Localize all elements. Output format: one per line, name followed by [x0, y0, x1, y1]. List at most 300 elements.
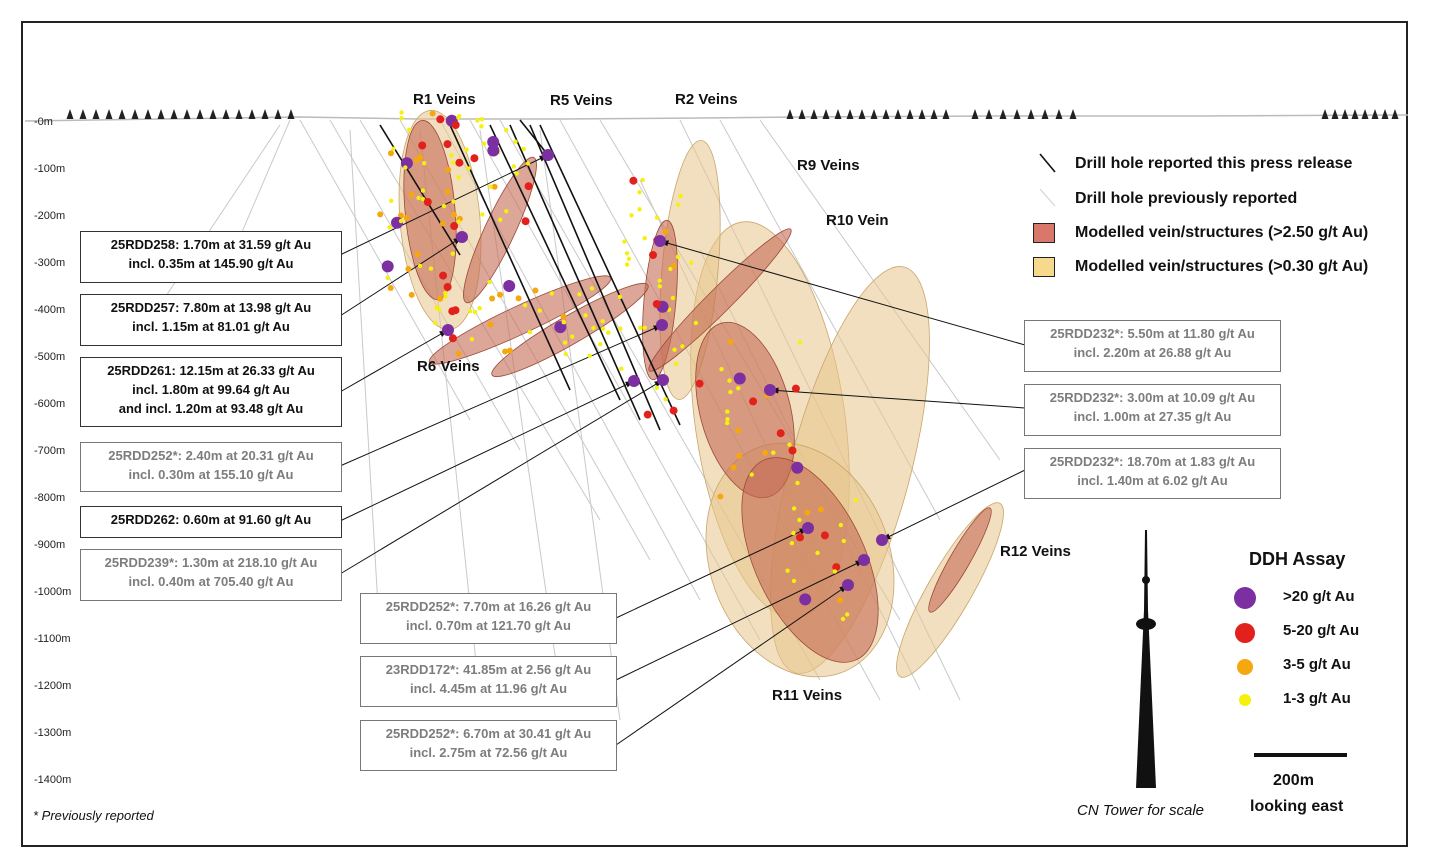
assay-point — [409, 192, 415, 198]
assay-point — [436, 115, 444, 123]
assay-point — [734, 373, 746, 385]
assay-point — [637, 207, 641, 211]
assay-point — [629, 213, 633, 217]
assay-point — [670, 407, 678, 415]
assay-point — [388, 285, 394, 291]
assay-point — [385, 276, 389, 280]
drill-result-callout — [1024, 448, 1281, 499]
assay-point — [482, 142, 486, 146]
assay-point — [671, 296, 675, 300]
assay-point — [728, 339, 734, 345]
tree-icon — [1382, 109, 1389, 119]
assay-point — [717, 494, 723, 500]
callout-line: incl. 1.80m at 99.64 g/t Au — [132, 382, 290, 397]
assay-point — [598, 342, 602, 346]
assay-point — [674, 362, 678, 366]
assay-point — [475, 118, 479, 122]
assay-point — [587, 354, 591, 358]
tree-icon — [158, 109, 165, 119]
tree-icon — [847, 109, 854, 119]
assay-point — [523, 303, 527, 307]
assay-point — [455, 159, 463, 167]
assay-legend-dot-3-5 — [1237, 659, 1253, 675]
tree-icon — [288, 109, 295, 119]
high-grade-intercept — [876, 534, 888, 546]
callout-line: 25RDD232*: 5.50m at 11.80 g/t Au — [1050, 326, 1255, 341]
assay-point — [480, 212, 484, 216]
assay-point — [437, 296, 443, 302]
legend-low-grade-swatch — [1033, 257, 1055, 277]
cn-tower-caption: CN Tower for scale — [1077, 802, 1204, 819]
assay-point — [561, 314, 567, 320]
tree-icon — [859, 109, 866, 119]
assay-point — [468, 309, 472, 313]
assay-point — [678, 194, 682, 198]
assay-point — [577, 292, 581, 296]
assay-point — [450, 222, 458, 230]
assay-point — [456, 116, 460, 120]
assay-point — [749, 397, 757, 405]
drill-result-callout — [360, 656, 617, 707]
assay-point — [417, 154, 423, 160]
assay-point — [439, 272, 447, 280]
tree-icon — [106, 109, 113, 119]
depth-label: -200m — [34, 210, 66, 222]
tree-icon — [1352, 109, 1359, 119]
assay-legend-dot-gt20 — [1234, 587, 1256, 609]
tree-icon — [249, 109, 256, 119]
drill-result-callout — [80, 506, 342, 538]
legend-high-grade-label: Modelled vein/structures (>2.50 g/t Au) — [1075, 224, 1369, 241]
assay-point — [676, 203, 680, 207]
depth-label: -1400m — [34, 774, 72, 786]
assay-point — [837, 597, 843, 603]
assay-point — [421, 188, 425, 192]
assay-legend-label-gt20: >20 g/t Au — [1283, 588, 1355, 605]
depth-label: -600m — [34, 398, 66, 410]
assay-point — [680, 344, 684, 348]
callout-line: incl. 0.35m at 145.90 g/t Au — [128, 256, 294, 271]
assay-point — [457, 220, 461, 224]
assay-point — [649, 251, 657, 259]
assay-point — [399, 219, 403, 223]
high-grade-intercept — [456, 231, 468, 243]
callout-line: 25RDD252*: 6.70m at 30.41 g/t Au — [385, 726, 592, 741]
assay-point — [591, 326, 595, 330]
assay-point — [845, 612, 849, 616]
assay-point — [663, 229, 669, 235]
drill-result-callout — [1024, 384, 1281, 436]
tree-icon — [1322, 109, 1329, 119]
drill-result-callout — [360, 593, 617, 644]
assay-point — [694, 321, 698, 325]
assay-point — [725, 417, 729, 421]
assay-point — [418, 264, 422, 268]
assay-point — [429, 266, 433, 270]
assay-point — [792, 506, 796, 510]
high-grade-intercept — [764, 384, 776, 396]
assay-point — [487, 280, 491, 284]
depth-label: -0m — [34, 116, 53, 128]
assay-point — [525, 182, 533, 190]
footnote: * Previously reported — [33, 808, 154, 823]
assay-point — [452, 306, 460, 314]
assay-point — [676, 255, 680, 259]
assay-point — [638, 326, 642, 330]
tree-icon — [986, 109, 993, 119]
callout-line: 25RDD239*: 1.30m at 218.10 g/t Au — [104, 555, 318, 570]
assay-point — [562, 320, 566, 324]
legend-prev-drill-symbol — [1040, 189, 1055, 206]
callout-line: 25RDD257: 7.80m at 13.98 g/t Au — [110, 300, 312, 315]
depth-label: -400m — [34, 304, 66, 316]
tree-icon — [223, 109, 230, 119]
legend-low-grade-label: Modelled vein/structures (>0.30 g/t Au) — [1075, 258, 1369, 275]
assay-point — [791, 531, 795, 535]
depth-label: -1000m — [34, 586, 72, 598]
assay-point — [489, 296, 495, 302]
assay-point — [528, 330, 532, 334]
assay-point — [622, 239, 626, 243]
assay-point — [791, 462, 803, 474]
callout-line: 25RDD261: 12.15m at 26.33 g/t Au — [107, 363, 315, 378]
tree-icon — [787, 109, 794, 119]
assay-point — [725, 421, 729, 425]
high-grade-intercept — [542, 149, 554, 161]
high-grade-intercept — [656, 319, 668, 331]
assay-point — [643, 236, 647, 240]
assay-point — [719, 367, 723, 371]
tree-icon — [67, 109, 74, 119]
assay-point — [480, 117, 484, 121]
assay-point — [658, 279, 662, 283]
depth-label: -1200m — [34, 680, 72, 692]
assay-point — [399, 116, 403, 120]
depth-label: -300m — [34, 257, 66, 269]
assay-point — [478, 306, 482, 310]
vein-label-r6: R6 Veins — [417, 358, 480, 375]
assay-point — [736, 453, 742, 459]
assay-point — [785, 569, 789, 573]
assay-point — [387, 225, 391, 229]
assay-point — [771, 451, 775, 455]
scale-bar-label: 200m — [1273, 772, 1314, 789]
tree-icon — [1362, 109, 1369, 119]
assay-point — [777, 429, 785, 437]
assay-point — [445, 167, 451, 173]
assay-point — [637, 190, 641, 194]
assay-point — [821, 531, 829, 539]
assay-point — [570, 334, 574, 338]
tree-icon — [811, 109, 818, 119]
assay-legend-title: DDH Assay — [1249, 549, 1346, 569]
tree-icon — [145, 109, 152, 119]
assay-point — [451, 212, 457, 218]
assay-point — [487, 322, 493, 328]
callout-line: 25RDD232*: 18.70m at 1.83 g/t Au — [1049, 454, 1256, 469]
assay-point — [842, 539, 846, 543]
assay-point — [444, 140, 452, 148]
callout-line: incl. 0.30m at 155.10 g/t Au — [128, 467, 294, 482]
callout-line: incl. 1.00m at 27.35 g/t Au — [1073, 409, 1232, 424]
assay-point — [473, 310, 477, 314]
assay-point — [388, 150, 394, 156]
assay-point — [725, 409, 729, 413]
assay-point — [487, 145, 499, 157]
assay-point — [409, 292, 415, 298]
view-direction-label: looking east — [1250, 798, 1344, 815]
tree-icon — [1000, 109, 1007, 119]
assay-point — [464, 147, 468, 151]
assay-point — [512, 164, 516, 168]
high-grade-intercept — [802, 522, 814, 534]
assay-legend-label-5-20: 5-20 g/t Au — [1283, 622, 1360, 639]
callout-line: 23RDD172*: 41.85m at 2.56 g/t Au — [385, 662, 592, 677]
callout-line: and incl. 1.20m at 93.48 g/t Au — [118, 401, 304, 416]
assay-point — [433, 321, 437, 325]
assay-point — [498, 218, 502, 222]
assay-point — [563, 340, 567, 344]
tree-icon — [883, 109, 890, 119]
tree-icon — [1028, 109, 1035, 119]
callout-line: 25RDD232*: 3.00m at 10.09 g/t Au — [1049, 390, 1256, 405]
assay-point — [658, 284, 662, 288]
tree-icon — [919, 109, 926, 119]
assay-point — [839, 523, 843, 527]
assay-legend-dot-1-3 — [1239, 694, 1251, 706]
assay-point — [504, 128, 508, 132]
tree-icon — [871, 109, 878, 119]
assay-legend-dot-5-20 — [1235, 623, 1255, 643]
vein-label-r5: R5 Veins — [550, 92, 613, 109]
tree-icon — [93, 109, 100, 119]
assay-point — [841, 617, 845, 621]
assay-point — [815, 551, 819, 555]
tree-icon — [1372, 109, 1379, 119]
callout-line: 25RDD252*: 2.40m at 20.31 g/t Au — [108, 448, 314, 463]
assay-point — [449, 153, 453, 157]
assay-point — [618, 295, 622, 299]
assay-point — [731, 464, 737, 470]
assay-point — [625, 251, 629, 255]
assay-point — [399, 110, 403, 114]
assay-legend-label-1-3: 1-3 g/t Au — [1283, 690, 1351, 707]
assay-point — [451, 252, 455, 256]
tree-icon — [1056, 109, 1063, 119]
tree-icon — [1042, 109, 1049, 119]
assay-point — [443, 295, 447, 299]
tree-icon — [1392, 109, 1399, 119]
assay-point — [792, 579, 796, 583]
assay-point — [470, 154, 478, 162]
high-grade-intercept — [628, 375, 640, 387]
assay-point — [442, 204, 446, 208]
assay-point — [790, 541, 794, 545]
assay-point — [601, 327, 605, 331]
assay-point — [644, 411, 652, 419]
assay-point — [736, 386, 740, 390]
high-grade-intercept — [842, 579, 854, 591]
assay-point — [696, 380, 704, 388]
drill-result-callout — [80, 294, 342, 346]
assay-point — [789, 447, 797, 455]
vein-label-r11: R11 Veins — [772, 687, 843, 704]
legend-new-drill-label: Drill hole reported this press release — [1075, 155, 1353, 172]
drill-result-callout — [80, 231, 342, 283]
assay-point — [643, 326, 647, 330]
assay-point — [727, 378, 731, 382]
assay-point — [629, 177, 637, 185]
assay-point — [627, 257, 631, 261]
assay-point — [444, 283, 452, 291]
depth-label: -1100m — [34, 633, 71, 645]
high-grade-intercept — [442, 324, 454, 336]
tree-icon — [1332, 109, 1339, 119]
callout-line: 25RDD252*: 7.70m at 16.26 g/t Au — [385, 599, 592, 614]
assay-point — [430, 111, 436, 117]
high-grade-intercept — [654, 235, 666, 247]
assay-point — [795, 481, 799, 485]
assay-point — [601, 319, 605, 323]
assay-point — [418, 142, 426, 150]
assay-point — [641, 178, 645, 182]
assay-point — [451, 161, 455, 165]
tree-icon — [972, 109, 979, 119]
assay-point — [653, 300, 661, 308]
cn-tower-icon — [1136, 530, 1156, 788]
tree-icon — [907, 109, 914, 119]
assay-point — [456, 351, 462, 357]
drill-result-callout — [360, 720, 617, 771]
tree-icon — [835, 109, 842, 119]
depth-label: -900m — [34, 539, 66, 551]
assay-point — [550, 291, 554, 295]
callout-line: incl. 2.20m at 26.88 g/t Au — [1073, 345, 1232, 360]
tree-icon — [943, 109, 950, 119]
assay-point — [796, 533, 804, 541]
tree-icon — [236, 109, 243, 119]
tree-icon — [262, 109, 269, 119]
assay-point — [799, 593, 811, 605]
callout-line: incl. 2.75m at 72.56 g/t Au — [409, 745, 568, 760]
assay-point — [503, 280, 515, 292]
assay-point — [457, 175, 461, 179]
tree-icon — [171, 109, 178, 119]
assay-point — [389, 199, 393, 203]
tree-icon — [1070, 109, 1077, 119]
callout-line: 25RDD258: 1.70m at 31.59 g/t Au — [110, 237, 312, 252]
assay-point — [583, 313, 587, 317]
assay-point — [415, 251, 421, 257]
tree-icon — [895, 109, 902, 119]
depth-label: -800m — [34, 492, 66, 504]
assay-point — [516, 295, 522, 301]
tree-icon — [197, 109, 204, 119]
callout-line: incl. 1.15m at 81.01 g/t Au — [132, 319, 290, 334]
assay-point — [522, 147, 526, 151]
legend-high-grade-swatch — [1033, 223, 1055, 243]
vein-label-r1: R1 Veins — [413, 91, 476, 108]
assay-point — [513, 140, 517, 144]
assay-point — [590, 286, 594, 290]
assay-point — [762, 450, 768, 456]
callout-line: incl. 0.70m at 121.70 g/t Au — [406, 618, 571, 633]
assay-point — [818, 506, 824, 512]
assay-point — [403, 165, 407, 169]
assay-point — [792, 385, 800, 393]
assay-point — [750, 472, 754, 476]
assay-point — [797, 518, 801, 522]
assay-point — [564, 352, 568, 356]
drill-result-callout — [80, 357, 342, 427]
assay-legend-label-3-5: 3-5 g/t Au — [1283, 656, 1351, 673]
assay-point — [488, 185, 492, 189]
vein-label-r10: R10 Vein — [826, 212, 889, 229]
assay-point — [405, 266, 411, 272]
tree-icon — [80, 109, 87, 119]
assay-point — [735, 428, 741, 434]
tree-icon — [184, 109, 191, 119]
assay-point — [515, 171, 519, 175]
assay-point — [422, 161, 426, 165]
assay-point — [424, 198, 432, 206]
surface-line — [25, 115, 1408, 121]
assay-point — [440, 221, 446, 227]
assay-point — [606, 331, 610, 335]
legend-new-drill-symbol — [1040, 154, 1055, 172]
tree-icon — [823, 109, 830, 119]
assay-point — [452, 121, 460, 129]
drill-result-callout — [80, 549, 342, 601]
callout-line: 25RDD262: 0.60m at 91.60 g/t Au — [110, 512, 312, 527]
assay-point — [526, 161, 530, 165]
assay-point — [502, 349, 508, 355]
assay-point — [655, 386, 659, 390]
assay-point — [466, 166, 470, 170]
assay-point — [671, 263, 677, 269]
assay-point — [619, 367, 623, 371]
assay-point — [854, 498, 858, 502]
assay-point — [479, 124, 483, 128]
assay-point — [655, 215, 659, 219]
assay-point — [728, 390, 732, 394]
callout-line: incl. 1.40m at 6.02 g/t Au — [1077, 473, 1228, 488]
drill-result-callout — [80, 442, 342, 492]
assay-point — [434, 305, 438, 309]
assay-point — [445, 189, 451, 195]
assay-point — [798, 340, 802, 344]
tree-icon — [1342, 109, 1349, 119]
tree-icon — [799, 109, 806, 119]
assay-point — [497, 292, 503, 298]
tree-icon — [931, 109, 938, 119]
assay-point — [833, 569, 837, 573]
assay-point — [672, 348, 676, 352]
callout-line: incl. 4.45m at 11.96 g/t Au — [409, 681, 568, 696]
callout-line: incl. 0.40m at 705.40 g/t Au — [128, 574, 294, 589]
vein-label-r2: R2 Veins — [675, 91, 738, 108]
assay-point — [787, 443, 791, 447]
assay-point — [532, 288, 538, 294]
assay-point — [404, 215, 410, 221]
assay-point — [618, 327, 622, 331]
tree-icon — [132, 109, 139, 119]
assay-point — [504, 209, 508, 213]
assay-point — [382, 260, 394, 272]
depth-label: -500m — [34, 351, 66, 363]
assay-point — [377, 211, 383, 217]
tree-icon — [1014, 109, 1021, 119]
